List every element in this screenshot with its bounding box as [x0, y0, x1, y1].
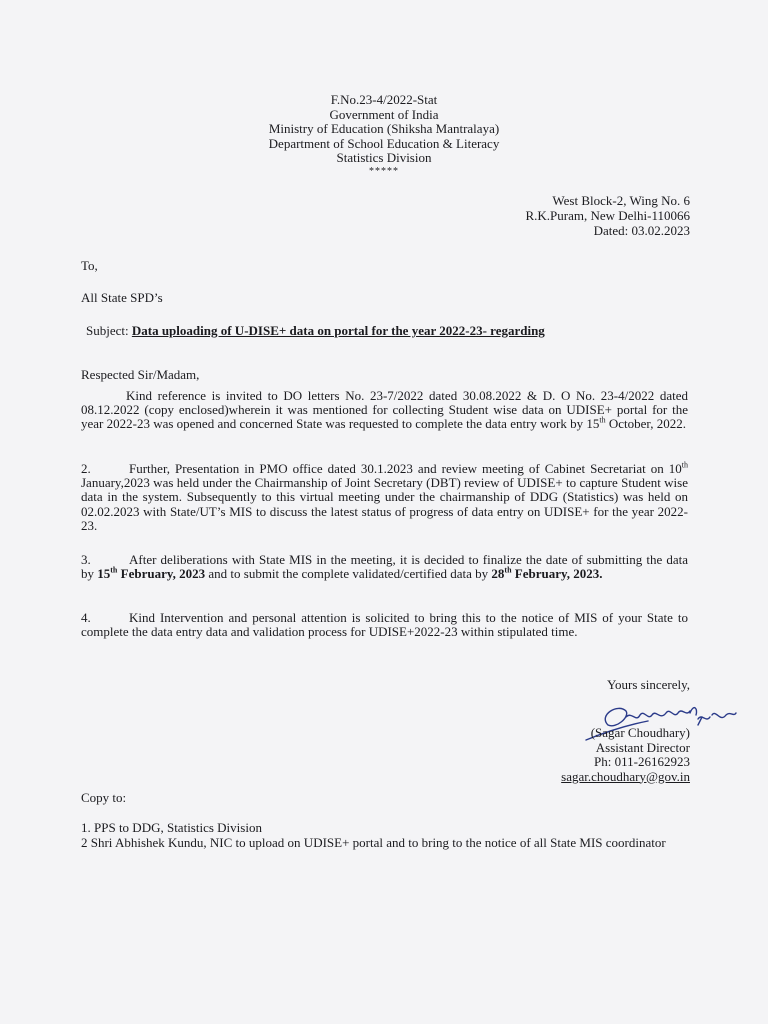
copy-to-list — [81, 820, 701, 850]
signatory-email[interactable]: sagar.choudhary@gov.in — [561, 768, 690, 784]
subject-line — [86, 323, 545, 339]
paragraph-3-number: 3. — [81, 552, 91, 567]
recipient: All State SPD’s — [81, 290, 163, 305]
paragraph-2-sup: th — [681, 460, 688, 470]
paragraph-3 — [81, 553, 688, 581]
division-name: Statistics Division — [336, 150, 432, 166]
paragraph-4-text: Kind Intervention and personal attention is solicited to bring this to the notice of MIS of your State to complete the data entry data and validation process for UDISE+2022-23 within stipulated time. — [81, 610, 688, 640]
signatory-phone: Ph: 011-26162923 — [594, 754, 690, 769]
header-stars: ***** — [369, 165, 399, 177]
ministry-name: Ministry of Education (Shiksha Mantralaya) — [268, 121, 500, 137]
paragraph-1-sup: th — [599, 416, 606, 426]
paragraph-1-text-a: Kind reference is invited to DO letters No. 23-7/2022 dated 30.08.2022 & D. O No. 23-4/2022 dated 08.12.2022 (copy enclosed)wherein it was mentioned for collecting Student wise data on UDISE+ portal for the year 2022-23 was opened and concerned State was requested to complete the data entry work by 15 — [81, 388, 688, 432]
file-number: F.No.23-4/2022-Stat — [330, 92, 438, 107]
address-line-2: R.K.Puram, New Delhi-110066 — [525, 208, 690, 223]
letter-date: Dated: 03.02.2023 — [593, 223, 690, 238]
copy-to-item-1: 1. PPS to DDG, Statistics Division — [81, 820, 262, 835]
paragraph-3-text-a: After deliberations with State MIS in the meeting, it is decided to finalize the date of submitting the data by — [81, 552, 688, 582]
paragraph-4 — [81, 611, 688, 639]
subject-text: Data uploading of U-DISE+ data on portal for the year 2022-23- regarding — [131, 323, 545, 338]
signatory-name: (Sagar Choudhary) — [590, 725, 690, 740]
signatory-block — [561, 726, 690, 784]
paragraph-2-number: 2. — [81, 461, 91, 476]
copy-to-item-2: 2 Shri Abhishek Kundu, NIC to upload on UDISE+ portal and to bring to the notice of all State MIS coordinator — [81, 835, 666, 850]
deadline-1: 15th February, 2023 — [97, 565, 206, 582]
signatory-designation: Assistant Director — [595, 739, 690, 755]
deadline-2: 28th February, 2023. — [491, 565, 603, 582]
letter-header — [0, 93, 768, 177]
paragraph-1-text-b: October, 2022. — [605, 416, 686, 432]
subject-label: Subject: — [86, 323, 132, 338]
paragraph-2-text-a: Further, Presentation in PMO office dated 30.1.2023 and review meeting of Cabinet Secretariat on 10 — [129, 461, 682, 476]
copy-to-label: Copy to: — [81, 790, 127, 805]
department-name: Department of School Education & Literacy — [268, 135, 500, 151]
government-name: Government of India — [329, 106, 439, 122]
yours-sincerely: Yours sincerely, — [606, 677, 690, 692]
paragraph-4-number: 4. — [81, 610, 91, 625]
salutation: Respected Sir/Madam, — [81, 367, 200, 382]
paragraph-1 — [81, 389, 688, 432]
sender-address — [525, 193, 690, 238]
address-line-1: West Block-2, Wing No. 6 — [552, 193, 690, 208]
paragraph-3-text-c: and to submit the complete validated/certified data by — [205, 566, 492, 582]
paragraph-2 — [81, 462, 688, 533]
to-label: To, — [81, 258, 98, 273]
paragraph-2-text-b: January,2023 was held under the Chairmanship of Joint Secretary (DBT) review of UDISE+ to capture Student wise data in the system. Subsequently to this virtual meeting under the chairmanship of DDG (Statistics) was held on 02.02.2023 with State/UT’s MIS to discuss the latest status of progress of data entry on UDISE+ for the year 2022-23. — [81, 475, 688, 533]
